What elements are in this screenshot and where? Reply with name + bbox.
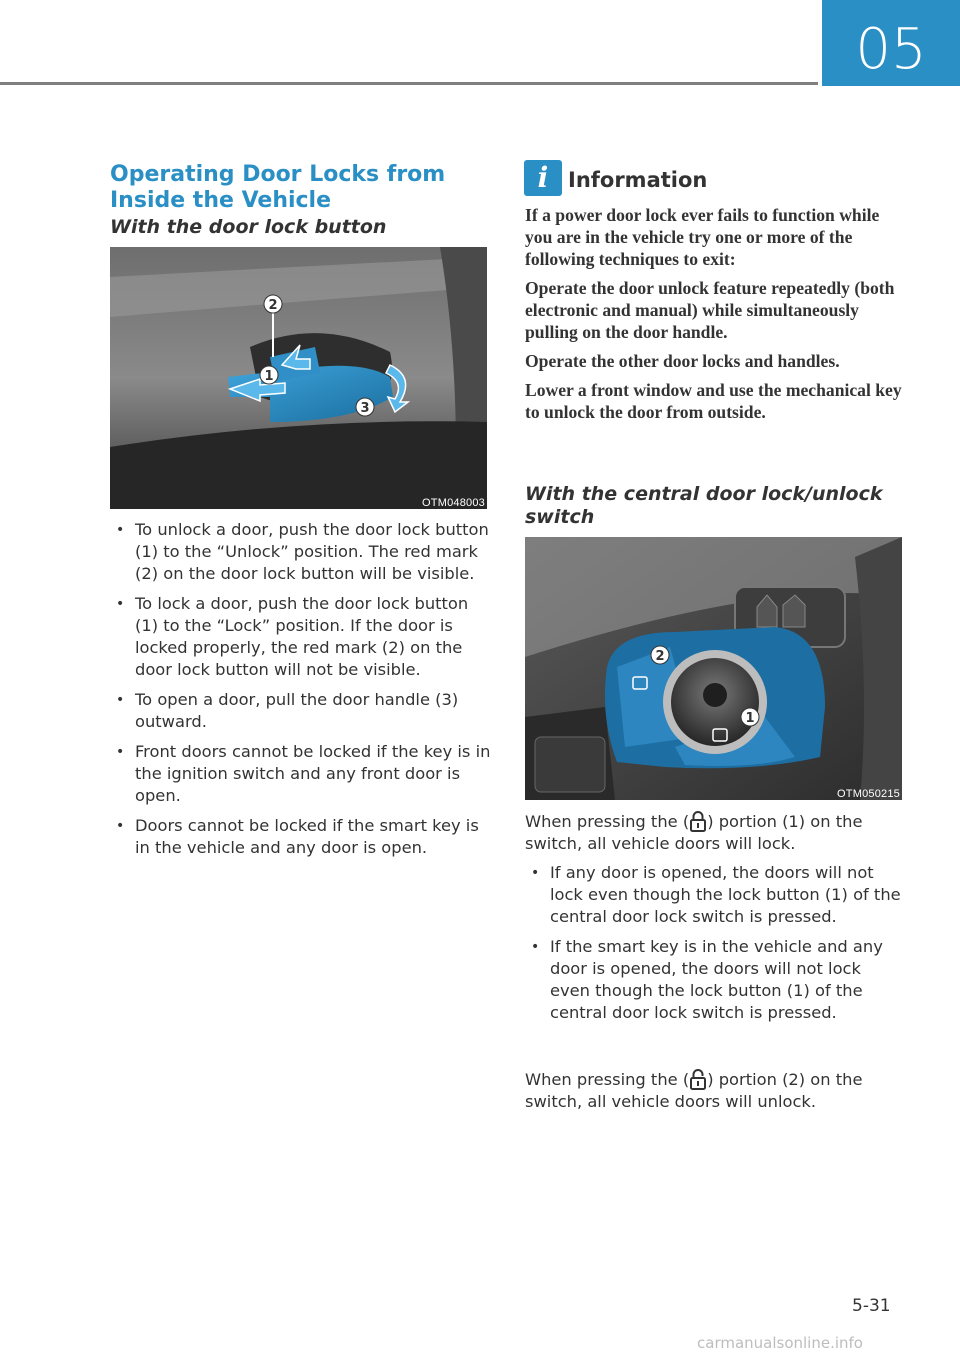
- unlock-paragraph-end: ) portion (2) on the switch, all vehicle doors will unlock.: [525, 1070, 863, 1111]
- lock-paragraph-start: When pressing the (: [525, 812, 690, 831]
- page-number: 5-31: [852, 1296, 891, 1316]
- callout-2: 2: [268, 298, 278, 313]
- callout-2: 2: [655, 649, 665, 664]
- unlock-paragraph-start: When pressing the (: [525, 1070, 690, 1089]
- central-lock-subheading: With the central door lock/unlock switch: [525, 483, 883, 528]
- callout-3: 3: [360, 401, 370, 416]
- list-item: • Front doors cannot be locked if the key is in the ignition switch and any front door is open.: [110, 741, 492, 807]
- figure-code: OTM048003: [422, 497, 485, 509]
- central-lock-list: [525, 862, 905, 1032]
- door-lock-button-list: [110, 519, 492, 867]
- unlock-icon: [689, 1068, 707, 1090]
- list-item: • To lock a door, push the door lock button (1) to the “Lock” position. If the door is locked properly, the red mark (2) on the door lock button will not be visible.: [110, 593, 492, 681]
- central-lock-switch-figure: [525, 537, 902, 800]
- header-rule: [0, 82, 818, 85]
- information-paragraph: Lower a front window and use the mechanical key to unlock the door from outside.: [525, 380, 902, 422]
- door-lock-button-subheading: With the door lock button: [110, 216, 387, 238]
- info-icon: i: [524, 160, 562, 196]
- information-paragraph: Operate the door unlock feature repeatedly (both electronic and manual) while simultaneously pulling on the door handle.: [525, 278, 895, 342]
- lock-paragraph: [525, 810, 905, 855]
- list-item: • If the smart key is in the vehicle and any door is opened, the doors will not lock even though the lock button (1) of the central door lock switch is pressed.: [525, 936, 905, 1024]
- list-item: • To unlock a door, push the door lock button (1) to the “Unlock” position. The red mark (2) on the door lock button will be visible.: [110, 519, 492, 585]
- lock-icon: [689, 810, 707, 832]
- section-heading: Operating Door Locks from Inside the Vehicle: [110, 162, 446, 213]
- list-item: • If any door is opened, the doors will not lock even though the lock button (1) of the central door lock switch is pressed.: [525, 862, 905, 928]
- information-title: Information: [568, 168, 708, 192]
- list-item: • Doors cannot be locked if the smart key is in the vehicle and any door is open.: [110, 815, 492, 859]
- central-switch-illustration: [525, 537, 902, 800]
- list-item: • To open a door, pull the door handle (3) outward.: [110, 689, 492, 733]
- information-body: [525, 204, 903, 430]
- unlock-paragraph: [525, 1068, 905, 1113]
- door-lock-button-figure: [110, 247, 487, 509]
- lock-paragraph-end: ) portion (1) on the switch, all vehicle doors will lock.: [525, 812, 863, 853]
- watermark[interactable]: carmanualsonline.info: [697, 1334, 863, 1352]
- callout-1: 1: [264, 369, 274, 384]
- information-paragraph: If a power door lock ever fails to function while you are in the vehicle try one or more of the following techniques to exit:: [525, 205, 880, 269]
- information-paragraph: Operate the other door locks and handles.: [525, 351, 840, 371]
- chapter-tab: 05: [822, 0, 960, 86]
- door-handle-illustration: [110, 247, 487, 509]
- figure-code: OTM050215: [837, 788, 900, 800]
- callout-1: 1: [745, 711, 755, 726]
